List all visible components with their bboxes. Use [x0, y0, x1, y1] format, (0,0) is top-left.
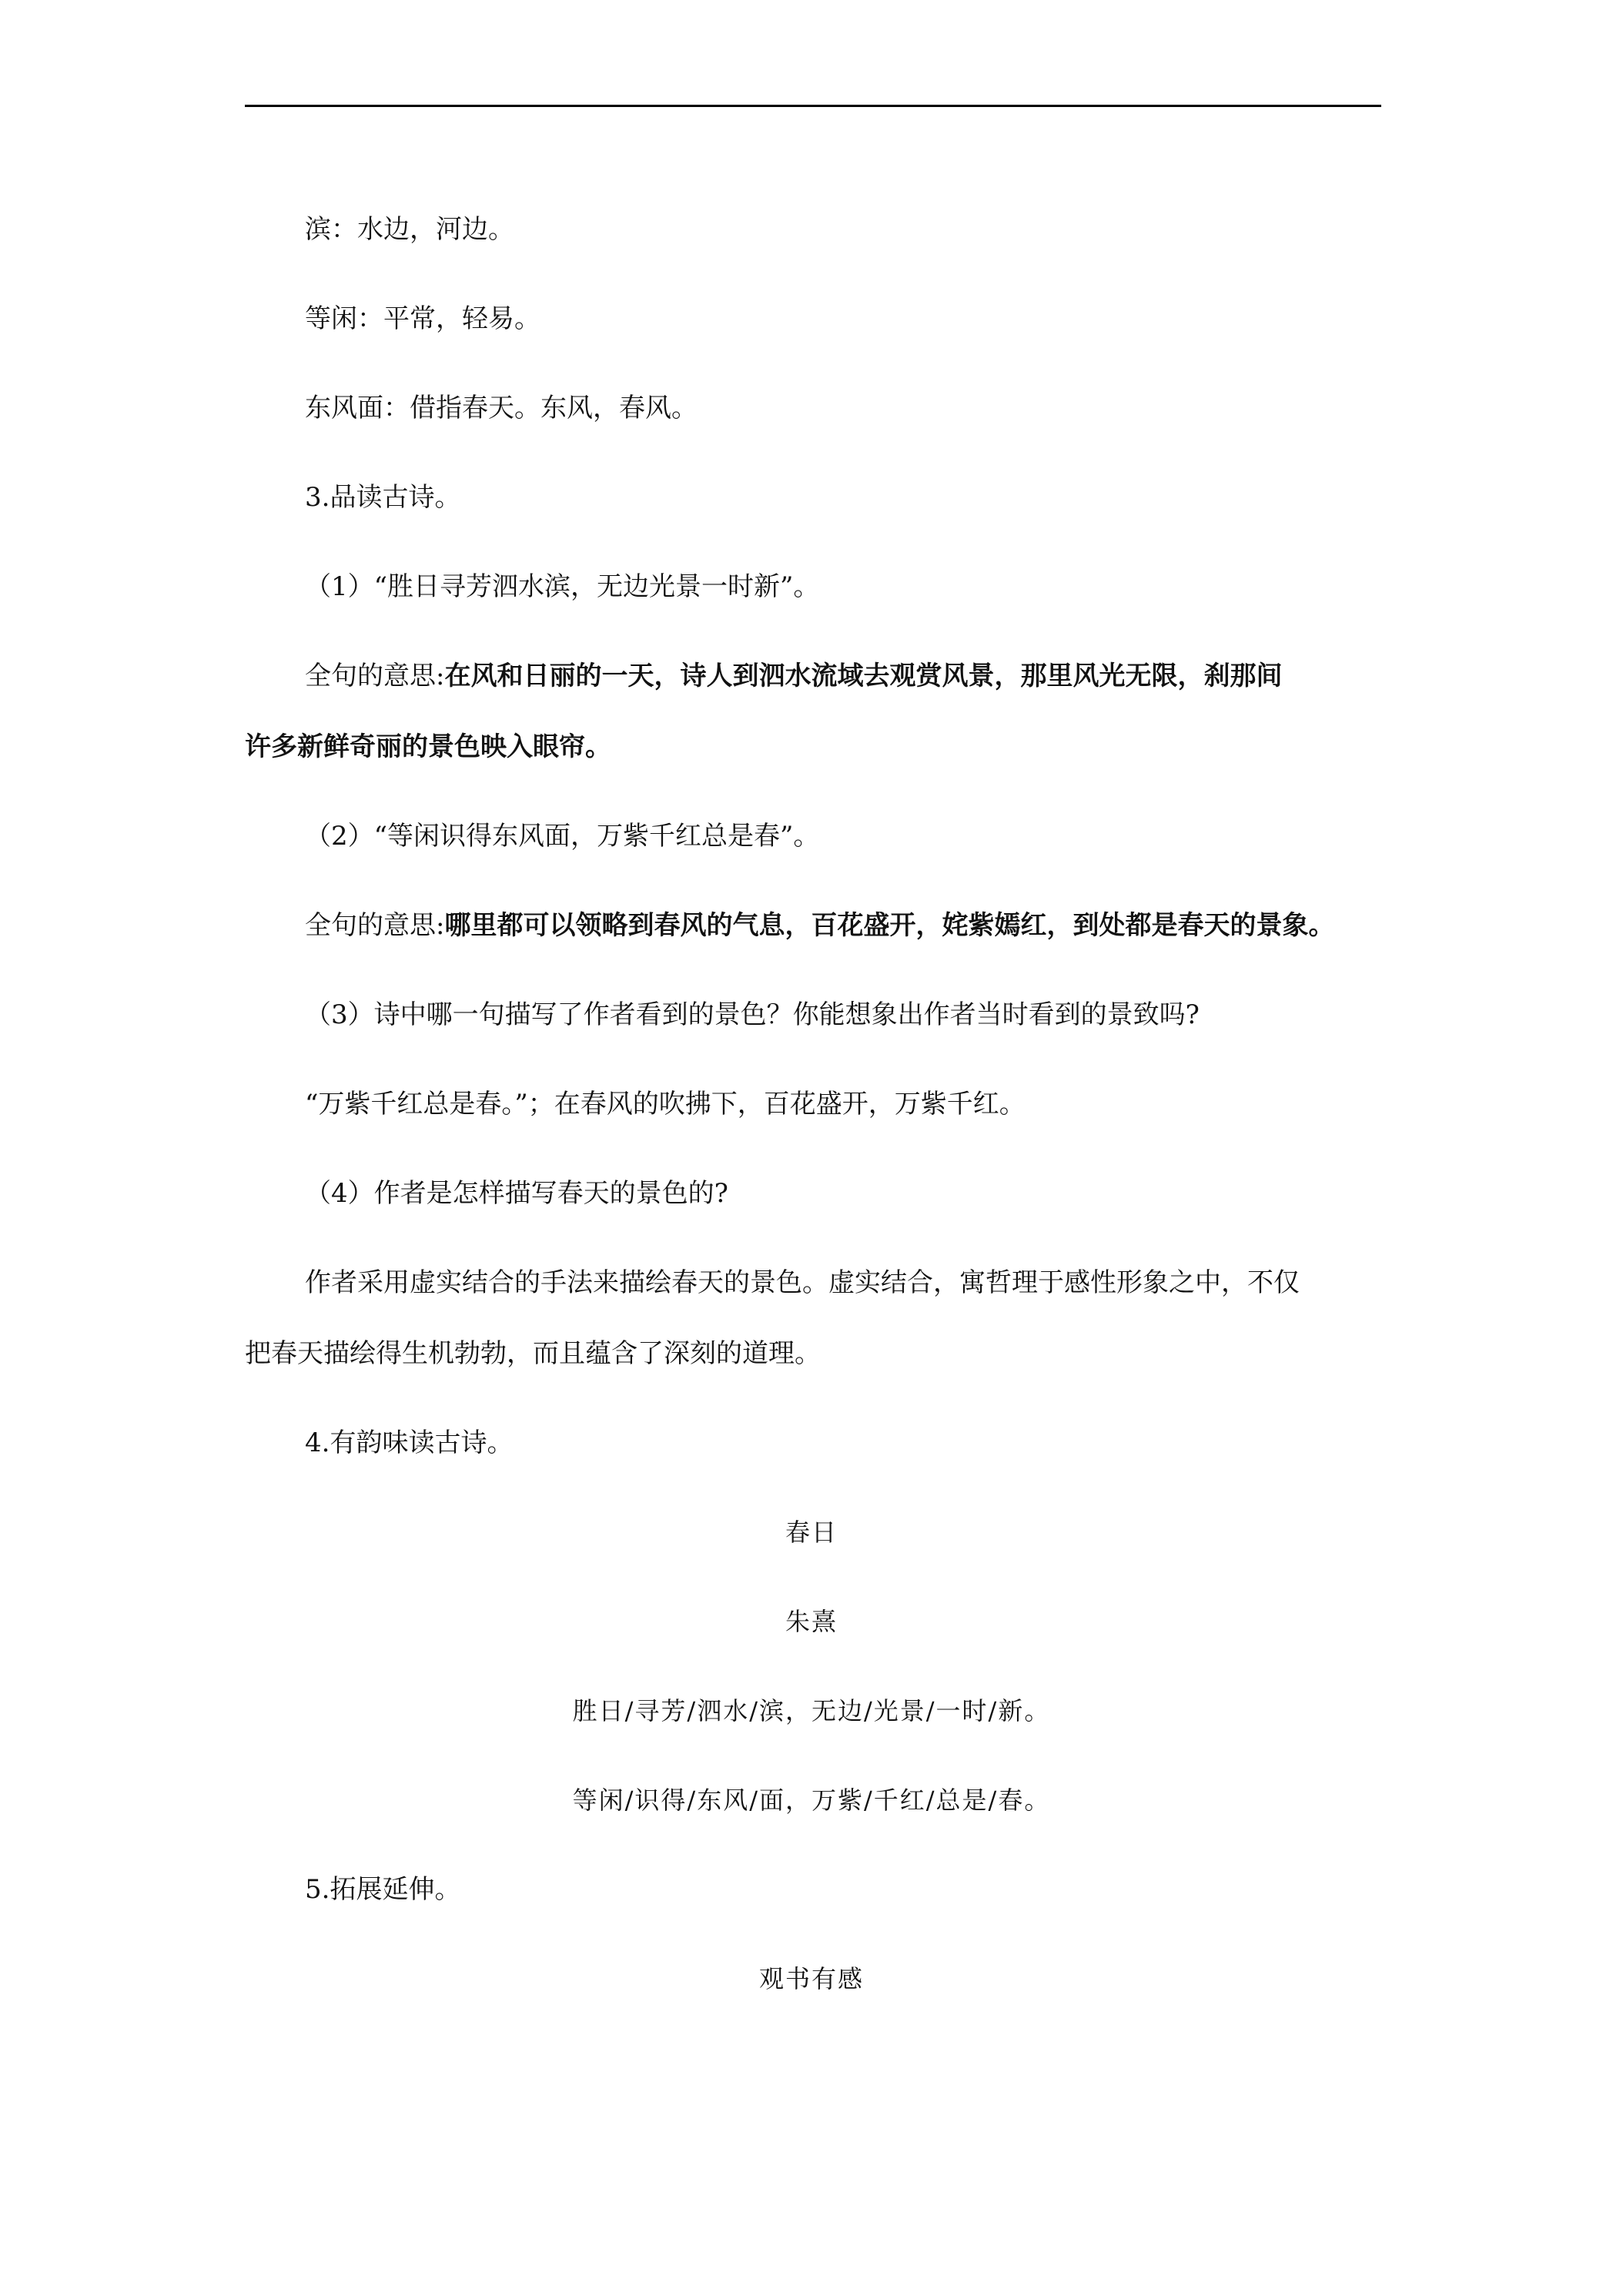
- meaning-2: [305, 909, 1334, 942]
- question-1: （1）“胜日寻芳泗水滨，无边光景一时新”。: [305, 571, 820, 602]
- meaning-1: [305, 659, 1282, 693]
- answer-3: “万紫千红总是春。”；在春风的吹拂下，百花盛开，万紫千红。: [305, 1089, 1026, 1120]
- glossary-definition: 平常，轻易。: [383, 303, 540, 334]
- meaning-label: 全句的意思:: [305, 661, 445, 691]
- glossary-separator: ：: [383, 393, 410, 423]
- meaning-1-continued: 许多新鲜奇丽的景色映入眼帘。: [245, 731, 611, 762]
- glossary-separator: ：: [331, 214, 357, 245]
- meaning-label: 全句的意思:: [305, 910, 445, 941]
- poem-author: 朱熹: [785, 1607, 838, 1636]
- glossary-definition: 水边，河边。: [357, 214, 514, 245]
- answer-4-continued: 把春天描绘得生机勃勃，而且蕴含了深刻的道理。: [245, 1338, 821, 1369]
- glossary-term: 等闲: [305, 303, 357, 334]
- glossary-entry-dengxian: [305, 302, 540, 336]
- meaning-text: 在风和日丽的一天，诗人到泗水流域去观赏风景，那里风光无限，刹那间: [444, 661, 1283, 691]
- poem-title-2: 观书有感: [758, 1964, 864, 1993]
- question-2: （2）“等闲识得东风面，万紫千红总是春”。: [305, 821, 820, 852]
- header-rule: [245, 105, 1381, 107]
- section-3-heading: 3.品读古诗。: [305, 482, 461, 513]
- section-4-heading: 4.有韵味读古诗。: [305, 1427, 514, 1458]
- glossary-term: 东风面: [305, 393, 383, 423]
- poem-line-2: 等闲/识得/东风/面，万紫/千红/总是/春。: [572, 1786, 1051, 1815]
- glossary-term: 滨: [305, 214, 331, 245]
- glossary-separator: ：: [357, 303, 383, 334]
- meaning-text: 哪里都可以领略到春风的气息，百花盛开，姹紫嫣红，到处都是春天的景象。: [444, 910, 1335, 941]
- answer-4: 作者采用虚实结合的手法来描绘春天的景色。虚实结合，寓哲理于感性形象之中，不仅: [305, 1267, 1300, 1298]
- section-5-heading: 5.拓展延伸。: [305, 1874, 461, 1905]
- glossary-definition: 借指春天。东风，春风。: [410, 393, 698, 423]
- glossary-entry-dongfengmian: [305, 391, 698, 425]
- glossary-entry-bin: [305, 213, 514, 246]
- question-4: （4）作者是怎样描写春天的景色的?: [305, 1178, 728, 1209]
- question-3: （3）诗中哪一句描写了作者看到的景色？你能想象出作者当时看到的景致吗?: [305, 999, 1200, 1030]
- poem-line-1: 胜日/寻芳/泗水/滨，无边/光景/一时/新。: [572, 1696, 1051, 1725]
- poem-title: 春日: [785, 1518, 838, 1547]
